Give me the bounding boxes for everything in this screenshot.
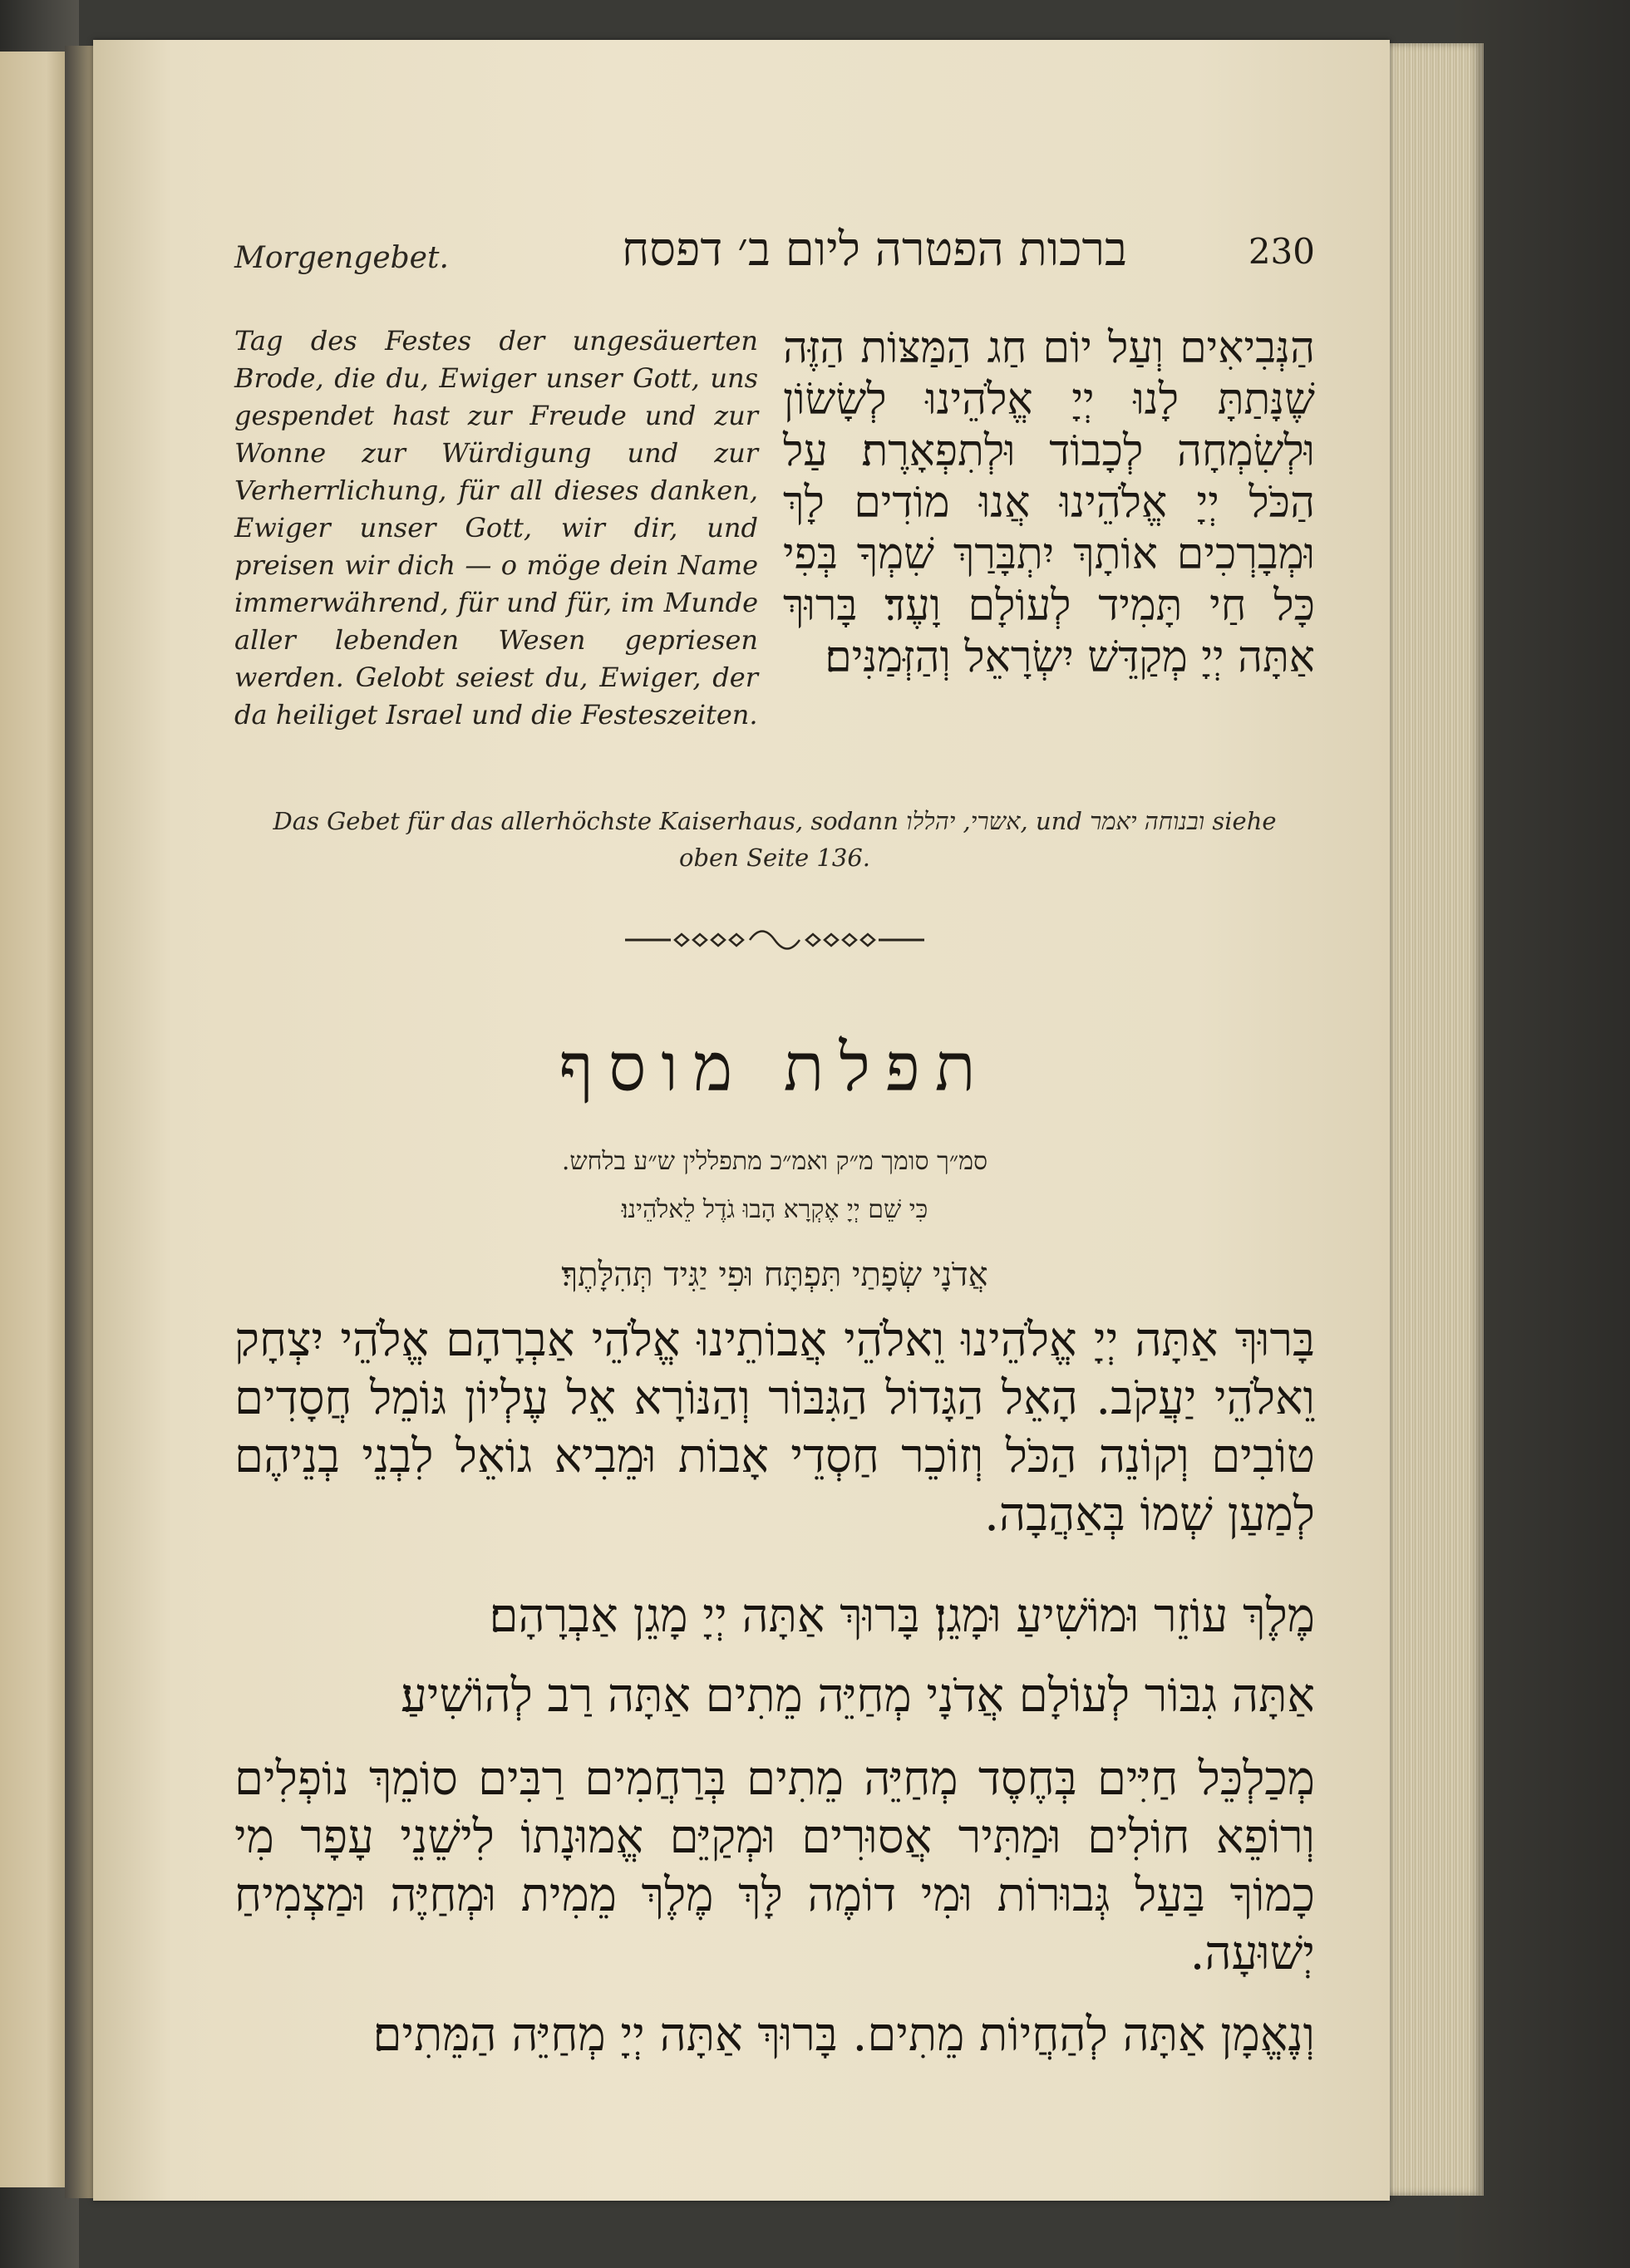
- book-gutter: [65, 46, 96, 2198]
- note-line-1: Das Gebet für das allerhöchste Kaiserhaus, sodann אשרי, יהללו, und ובנוחה יאמר siehe: [273, 807, 1277, 835]
- rubric-line: סמ״ך סומך מ״ק ואמ״כ מתפללין ש״ע בלחש.: [561, 1147, 988, 1176]
- left-page-edge: [0, 52, 66, 2187]
- prayer-paragraph-blessing: מֶלֶךְ עוֹזֵר וּמוֹשִׁיעַ וּמָגֵן׃ בָּרוּךְ אַתָּה יְיָ מָגֵן אַבְרָהָם׃: [489, 1589, 1315, 1643]
- prayer-paragraph-gevurot: אַתָּה גִבּוֹר לְעוֹלָם אֲדֹנָי מְחַיֵּה מֵתִים אַתָּה רַב לְהוֹשִׁיעַ׃: [401, 1669, 1315, 1723]
- note-line-2: oben Seite 136.: [679, 844, 870, 872]
- verse-line: כִּי שֵׁם יְיָ אֶקְרָא הָבוּ גֹדֶל לֵאלֹהֵינוּ׃: [621, 1195, 928, 1224]
- header-german-title: Morgengebet.: [234, 241, 449, 275]
- prayer-paragraph-avot: בָּרוּךְ אַתָּה יְיָ אֱלֹהֵינוּ וֵאלֹהֵי אֲבוֹתֵינוּ אֱלֹהֵי אַבְרָהָם אֱלֹהֵי יִצְחָק וֵאלֹהֵי יַעֲקֹב. הָאֵל הַגָּדוֹל הַגִּבּוֹר וְהַנּוֹרָא אֵל עֶלְיוֹן גּוֹמֵל חֲסָדִים טוֹבִים וְקוֹנֵה הַכֹּל וְזוֹכֵר חַסְדֵי אָבוֹת וּמֵבִיא גוֹאֵל לִבְנֵי בְנֵיהֶם לְמַעַן שְׁמוֹ בְּאַהֲבָה.: [234, 1313, 1315, 1542]
- german-translation: Tag des Festes der ungesäuerten Brode, die du, Ewiger unser Gott, uns gespendet hast zur Freude und zur Wonne zur Würdigung und zur Verherrlichung, für all dieses danken, Ewiger unser Gott, wir dir, und preisen wir dich — o möge dein Name immerwährend, für und für, im Munde aller lebenden Wesen gepriesen werden. Gelobt seiest du, Ewiger, der da heiliget Israel und die Festeszeiten.: [234, 325, 758, 731]
- instruction-note: [234, 803, 1315, 876]
- book-page: [93, 40, 1390, 2201]
- opening-verse: אֲדֹנָי שְׂפָתַי תִּפְתָּח וּפִי יַגִּיד תְּהִלָּתֶךָ׃: [561, 1256, 988, 1294]
- running-header: [234, 223, 1315, 298]
- section-title: תפלת מוסף: [559, 1029, 991, 1106]
- page-number: 230: [1248, 231, 1315, 272]
- ornament-divider: [625, 927, 924, 952]
- prayer-paragraph-mechalkel: מְכַלְכֵּל חַיִּים בְּחֶסֶד מְחַיֵּה מֵתִים בְּרַחֲמִים רַבִּים סוֹמֵךְ נוֹפְלִים וְרוֹפֵא חוֹלִים וּמַתִּיר אֲסוּרִים וּמְקַיֵּם אֱמוּנָתוֹ לִישֵׁנֵי עָפָר מִי כָמוֹךָ בַּעַל גְּבוּרוֹת וּמִי דוֹמֶה לָּךְ מֶלֶךְ מֵמִית וּמְחַיֶּה וּמַצְמִיחַ יְשׁוּעָה.: [234, 1752, 1315, 1980]
- header-hebrew-title: ברכות הפטרה ליום ב׳ דפסח: [622, 223, 1127, 277]
- two-column-block: [234, 322, 1315, 771]
- hebrew-text: הַנְּבִיאִים וְעַל יוֹם חַג הַמַּצּוֹת הַזֶּה שֶׁנָּתַתָּ לָנוּ יְיָ אֱלֹהֵינוּ לְשָׂשׂוֹן וּלְשִׂמְחָה לְכָבוֹד וּלְתִפְאָרֶת׃ עַל הַכֹּל יְיָ אֱלֹהֵינוּ אֲנוּ מוֹדִים לָךְ וּמְבָרְכִים אוֹתָךְ יִתְבָּרַךְ שִׁמְךָ בְּפִי כָּל חַי תָּמִיד לְעוֹלָם וָעֶד׃ בָּרוּךְ אַתָּה יְיָ מְקַדֵּשׁ יִשְׂרָאֵל וְהַזְּמַנִּים׃: [783, 323, 1315, 682]
- page-content: [234, 40, 1315, 2201]
- page-stack-edges: [1384, 43, 1484, 2196]
- prayer-paragraph-closing: וְנֶאֱמָן אַתָּה לְהַחֲיוֹת מֵתִים. בָּרוּךְ אַתָּה יְיָ מְחַיֵּה הַמֵּתִים׃: [372, 2008, 1315, 2062]
